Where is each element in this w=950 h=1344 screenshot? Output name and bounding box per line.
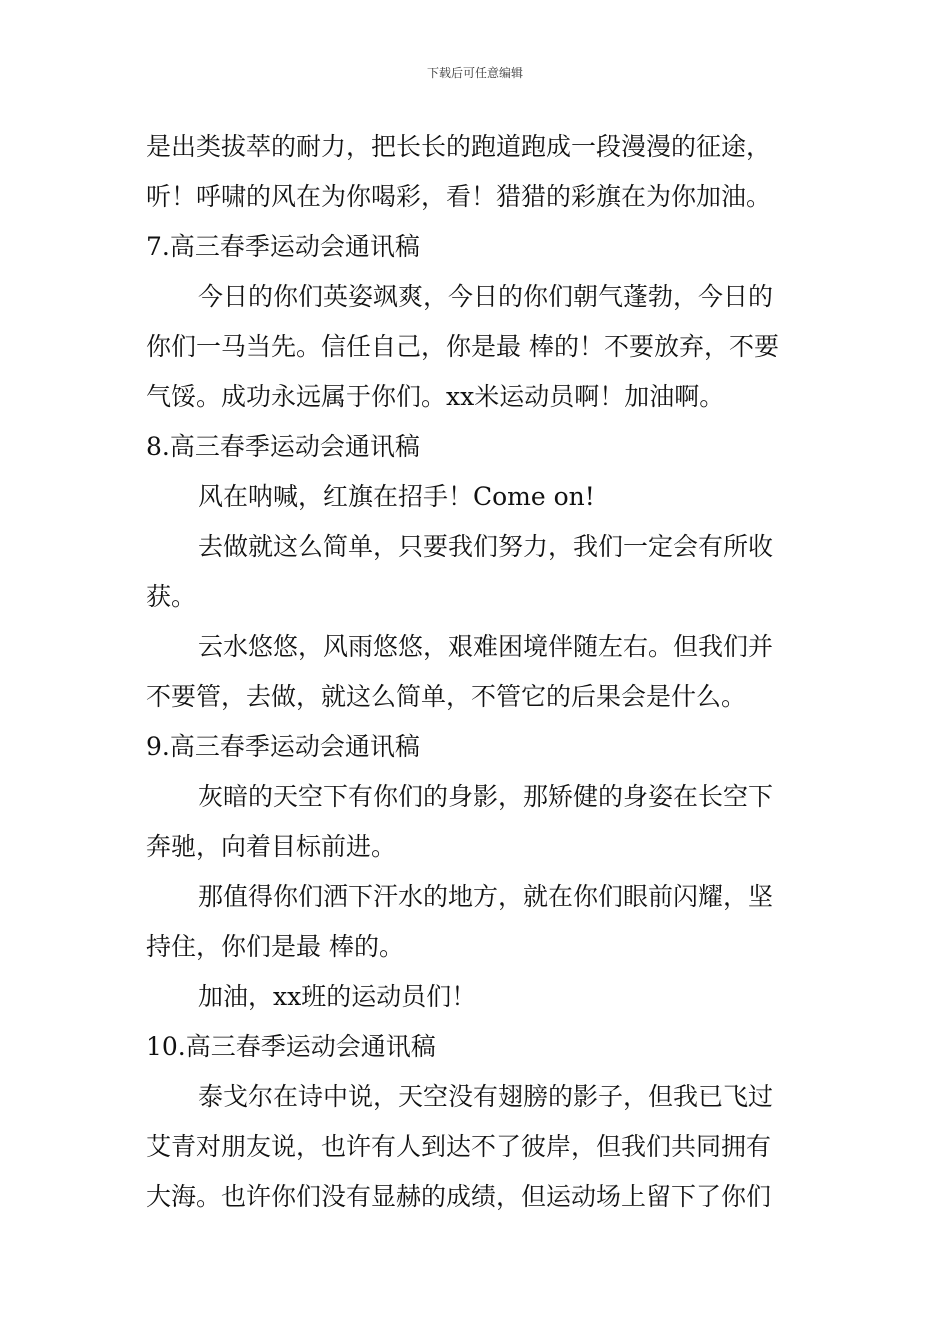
text-line: 不要管，去做，就这么简单，不管它的后果会是什么。 [146,682,747,711]
page-header: 下载后可任意编辑 [426,66,523,80]
paragraph-start: 那值得你们洒下汗水的地方，就在你们眼前闪耀，坚 [198,882,774,911]
section-heading: 8.高三春季运动会通讯稿 [146,432,420,461]
text-line: 奔驰，向着目标前进。 [146,832,397,861]
text-line: 艾青对朋友说，也许有人到达不了彼岸，但我们共同拥有 [146,1132,772,1161]
paragraph-start: 云水悠悠，风雨悠悠，艰难困境伴随左右。但我们并 [198,632,774,661]
text-line: 大海。也许你们没有显赫的成绩，但运动场上留下了你们 [146,1182,772,1211]
text-line: 你们一马当先。信任自己，你是最 棒的！不要放弃，不要 [146,332,779,361]
document-body [146,122,808,1222]
paragraph-start: 去做就这么简单，只要我们努力，我们一定会有所收 [198,532,774,561]
paragraph-start: 灰暗的天空下有你们的身影，那矫健的身姿在长空下 [198,782,774,811]
paragraph-start: 今日的你们英姿飒爽，今日的你们朝气蓬勃，今日的 [198,282,774,311]
text-line: 气馁。成功永远属于你们。xx米运动员啊！加油啊。 [146,382,725,411]
paragraph-start: 加油，xx班的运动员们！ [198,982,477,1011]
section-heading: 7.高三春季运动会通讯稿 [146,232,420,261]
paragraph-start: 风在呐喊，红旗在招手！Come on! [198,482,595,511]
section-heading: 9.高三春季运动会通讯稿 [146,732,420,761]
paragraph-start: 泰戈尔在诗中说，天空没有翅膀的影子，但我已飞过 [198,1082,774,1111]
text-line: 持住，你们是最 棒的。 [146,932,404,961]
section-heading: 10.高三春季运动会通讯稿 [146,1032,436,1061]
text-line: 听！呼啸的风在为你喝彩，看！猎猎的彩旗在为你加油。 [146,182,772,211]
text-line: 是出类拔萃的耐力，把长长的跑道跑成一段漫漫的征途， [146,132,772,161]
text-line: 获。 [146,582,197,611]
